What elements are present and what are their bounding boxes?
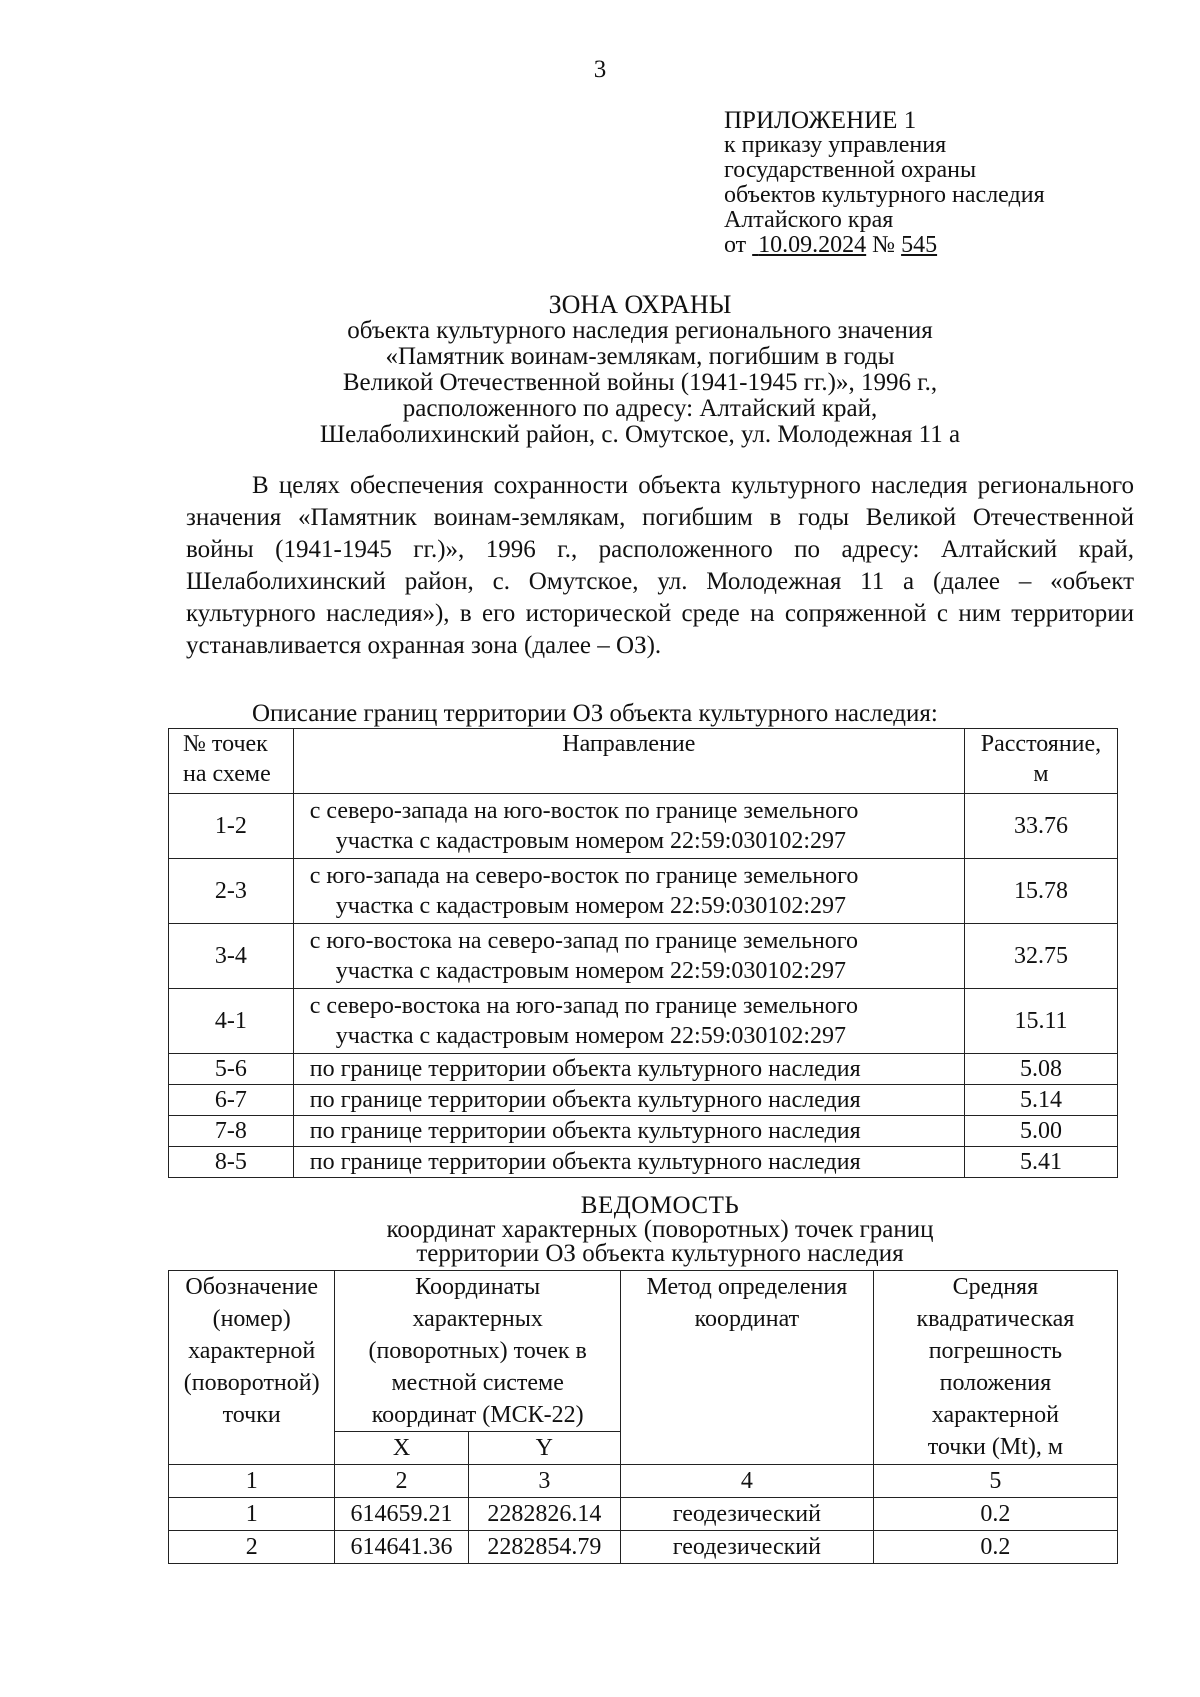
row-error: 0.2 [873,1531,1117,1564]
coordinates-table [168,1270,1118,1564]
appendix-title: ПРИЛОЖЕНИЕ 1 [724,107,917,134]
header-point-designation [169,1271,335,1465]
row-point: 2 [169,1531,335,1564]
header-x: X [335,1432,468,1465]
header-line: точки [222,1402,281,1428]
vedomost-line: координат характерных (поворотных) точек границ [386,1216,934,1243]
row-y: 2282826.14 [468,1498,620,1531]
order-number: 545 [901,232,938,258]
row-direction: по границе территории объекта культурного наследия [293,1147,964,1178]
header-line: погрешность [928,1338,1063,1364]
heading-line: Великой Отечественной войны (1941-1945 гг.)», 1996 г., [342,369,938,396]
header-line: (номер) [212,1306,291,1332]
table-row [169,1531,1118,1564]
direction-line: с северо-запада на юго-восток по границе земельного [309,798,859,824]
row-points: 2-3 [169,859,294,924]
document-heading [270,292,1010,448]
paragraph-text: В целях обеспечения сохранности объекта культурного наследия регионального значения «Памятник воинам-землякам, погибшим в годы Великой Отечественной войны (1941-1945 гг.)», 1996 г., расположенного по адресу: Алтайский край, Шелаболихинский район, с. Омутское, ул. Молодежная 11 а (далее – «объект культурного наследия»), в его исторической среде на сопряженной с ним территории устанавливается охранная зона (далее – ОЗ). [186,472,1134,659]
row-distance: 5.00 [964,1116,1117,1147]
header-error [873,1271,1117,1465]
header-distance [964,729,1117,794]
page-number: 3 [593,56,607,83]
vedomost-line: территории ОЗ объекта культурного наследия [416,1240,904,1267]
row-x: 614641.36 [335,1531,468,1564]
column-number: 3 [468,1465,620,1498]
header-line: Средняя [952,1274,1039,1300]
header-line: Обозначение [185,1274,318,1300]
row-distance: 15.78 [964,859,1117,924]
table-row [169,989,1118,1054]
row-error: 0.2 [873,1498,1117,1531]
heading-line: расположенного по адресу: Алтайский край, [402,395,878,422]
column-numbers-row [169,1465,1118,1498]
table-header-row [169,1271,1118,1432]
row-points: 3-4 [169,924,294,989]
header-line: точки (Mt), м [927,1434,1064,1460]
boundaries-caption: Описание границ территории ОЗ объекта культурного наследия: [252,700,938,727]
column-number: 1 [169,1465,335,1498]
heading-line: «Памятник воинам-землякам, погибшим в годы [385,343,895,370]
row-direction [293,859,964,924]
column-number: 5 [873,1465,1117,1498]
row-y: 2282854.79 [468,1531,620,1564]
header-line: местной системе [391,1370,564,1396]
table-header-row [169,729,1118,794]
row-distance: 15.11 [964,989,1117,1054]
column-number: 2 [335,1465,468,1498]
row-distance: 5.14 [964,1085,1117,1116]
table-row [169,1498,1118,1531]
table-row [169,1116,1118,1147]
row-points: 5-6 [169,1054,294,1085]
row-direction: по границе территории объекта культурного наследия [293,1116,964,1147]
order-date-value: 10.09.2024 [758,232,867,258]
row-direction [293,989,964,1054]
header-line: характерной [188,1338,316,1364]
heading-line: Шелаболихинский район, с. Омутское, ул. Молодежная 11 а [319,421,961,448]
table-row [169,794,1118,859]
direction-line: участка с кадастровым номером 22:59:030102:297 [335,828,847,854]
boundaries-table [168,728,1118,1178]
row-distance: 32.75 [964,924,1117,989]
appendix-date-line [724,233,1045,258]
row-direction [293,924,964,989]
header-line: координат [694,1306,800,1332]
heading-line: объекта культурного наследия регионального значения [347,317,933,344]
row-x: 614659.21 [335,1498,468,1531]
row-distance: 5.08 [964,1054,1117,1085]
direction-line: с северо-востока на юго-запад по границе земельного [309,993,859,1019]
table-row [169,1054,1118,1085]
direction-line: участка с кадастровым номером 22:59:030102:297 [335,958,847,984]
row-points: 8-5 [169,1147,294,1178]
header-points-line: № точек [183,731,268,757]
direction-line: с юго-востока на северо-запад по границе земельного [309,928,859,954]
row-direction [293,794,964,859]
heading-title: ЗОНА ОХРАНЫ [548,290,732,319]
table-row [169,924,1118,989]
order-date [752,232,866,258]
header-method [620,1271,873,1465]
direction-line: участка с кадастровым номером 22:59:030102:297 [335,893,847,919]
vedomost-heading [280,1194,1040,1266]
direction-line: с юго-запада на северо-восток по границе земельного [309,863,859,889]
row-points: 6-7 [169,1085,294,1116]
row-points: 7-8 [169,1116,294,1147]
header-line: (поворотной) [183,1370,320,1396]
header-distance-line: м [1033,761,1049,787]
header-line: характерной [931,1402,1059,1428]
appendix-block [724,108,1045,258]
header-line: характерных [412,1306,543,1332]
header-direction: Направление [293,729,964,794]
vedomost-title: ВЕДОМОСТЬ [580,1192,740,1219]
row-direction: по границе территории объекта культурного наследия [293,1054,964,1085]
appendix-line: Алтайского края [724,207,894,233]
header-distance-line: Расстояние, [980,731,1102,757]
body-paragraph [186,470,1134,662]
table-row [169,1085,1118,1116]
row-points: 1-2 [169,794,294,859]
header-line: Метод определения [646,1274,848,1300]
row-distance: 5.41 [964,1147,1117,1178]
header-y: Y [468,1432,620,1465]
appendix-line: объектов культурного наследия [724,182,1045,208]
direction-line: участка с кадастровым номером 22:59:030102:297 [335,1023,847,1049]
row-method: геодезический [620,1531,873,1564]
number-sign: № [872,232,896,258]
table-row [169,1147,1118,1178]
date-prefix: от [724,232,747,258]
header-line: Координаты [415,1274,541,1300]
table-row [169,859,1118,924]
row-point: 1 [169,1498,335,1531]
header-points [169,729,294,794]
header-points-line: на схеме [183,761,271,787]
header-line: (поворотных) точек в [368,1338,587,1364]
row-direction: по границе территории объекта культурного наследия [293,1085,964,1116]
appendix-line: государственной охраны [724,157,977,183]
row-method: геодезический [620,1498,873,1531]
row-points: 4-1 [169,989,294,1054]
header-line: положения [939,1370,1052,1396]
header-line: квадратическая [916,1306,1075,1332]
column-number: 4 [620,1465,873,1498]
header-coordinates [335,1271,621,1432]
header-line: координат (МСК-22) [371,1402,584,1428]
row-distance: 33.76 [964,794,1117,859]
appendix-line: к приказу управления [724,132,947,158]
